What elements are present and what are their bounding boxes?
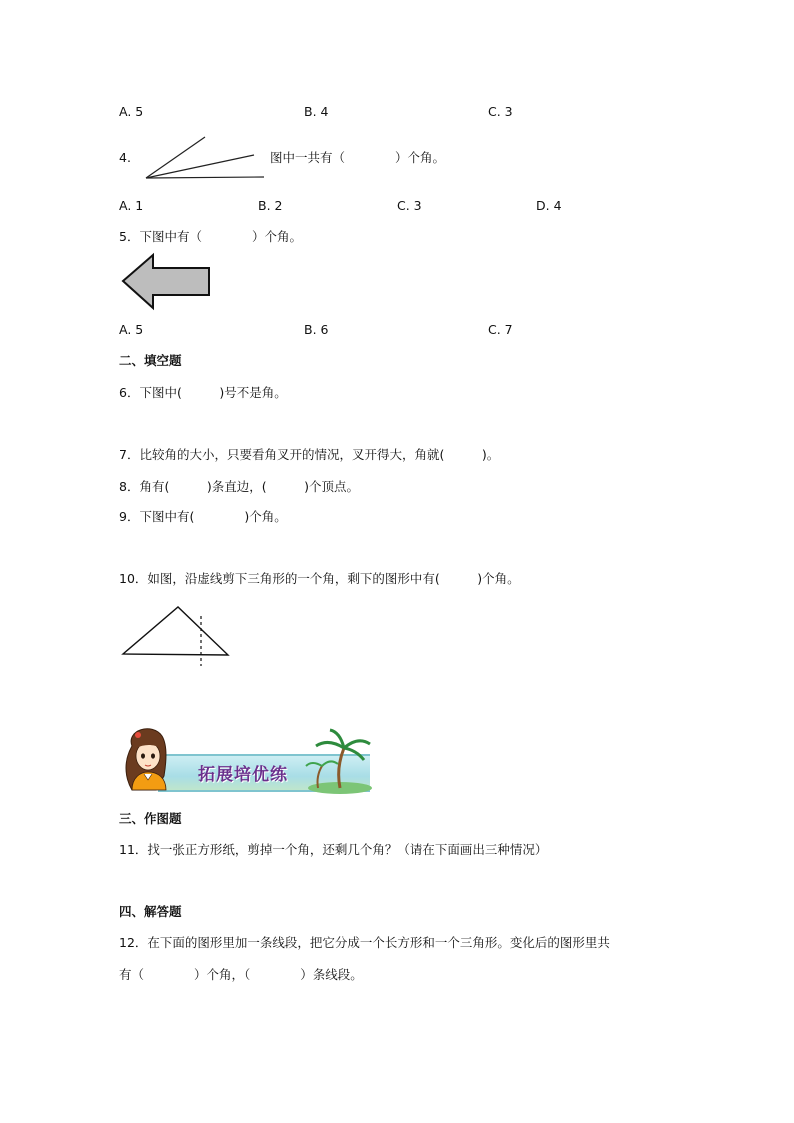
q4-text: 图中一共有（ ）个角。 [270,150,446,165]
q5-text: 5．下图中有（ ）个角。 [119,229,302,244]
q6-text: 6．下图中( )号不是角。 [119,385,287,400]
q3-option-a: A. 5 [119,104,144,119]
q3-option-b: B. 4 [304,104,329,119]
q9-text: 9．下图中有( )个角。 [119,509,287,524]
q3-option-c: C. 3 [488,104,513,119]
q4-option-d: D. 4 [536,198,562,213]
q4-option-b: B. 2 [258,198,283,213]
section-fill-in-title: 二、填空题 [119,353,182,368]
q11-text: 11．找一张正方形纸，剪掉一个角，还剩几个角？（请在下面画出三种情况） [119,842,548,857]
q12-text-line2: 有（ ）个角，（ ）条线段。 [119,967,363,982]
q4-number: 4. [119,150,131,165]
q5-option-b: B. 6 [304,322,329,337]
q8-text: 8．角有( )条直边，( )个顶点。 [119,479,359,494]
banner-title: 拓展培优练 [198,765,288,785]
section-drawing-title: 三、作图题 [119,811,182,826]
q4-option-a: A. 1 [119,198,144,213]
practice-banner [118,724,374,796]
section-answer-title: 四、解答题 [119,904,182,919]
q10-text: 10．如图，沿虚线剪下三角形的一个角，剩下的图形中有( )个角。 [119,571,520,586]
q4-option-c: C. 3 [397,198,422,213]
q7-text: 7．比较角的大小，只要看角叉开的情况，叉开得大，角就( )。 [119,447,500,462]
q5-option-a: A. 5 [119,322,144,337]
q5-option-c: C. 7 [488,322,513,337]
q12-text-line1: 12．在下面的图形里加一条线段，把它分成一个长方形和一个三角形。变化后的图形里共 [119,935,610,950]
